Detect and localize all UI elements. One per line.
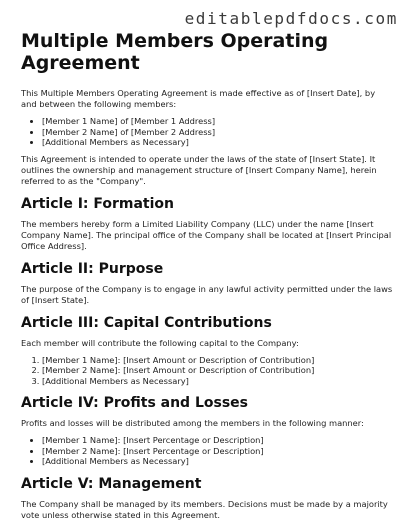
list-item: • [Member 1 Name] of [Member 1 Address] [42,116,393,127]
profits-list [21,435,393,467]
article-1-text: The members hereby form a Limited Liability Company (LLC) under the name [Insert Company Name]. The principal office of the Company shall be located at [Insert Principal Office Address]. [21,218,392,251]
list-item: 1. [Member 1 Name]: [Insert Amount or Description of Contribution] [42,355,393,366]
intro-paragraph: This Multiple Members Operating Agreement is made effective as of [Insert Date], by and between the following members: [21,88,376,109]
article-5-text: The Company shall be managed by its members. Decisions must be made by a majority vote unless otherwise stated in this Agreement. [21,498,388,520]
article-4-text: Profits and losses will be distributed among the members in the following manner: [21,418,364,428]
article-1-heading: Article I: Formation [21,195,175,212]
list-item: • [Member 1 Name]: [Insert Percentage or Description] [42,435,393,446]
list-item: 2. [Member 2 Name]: [Insert Amount or Description of Contribution] [42,365,393,376]
document-body [21,30,393,527]
article-2-text: The purpose of the Company is to engage in any lawful activity permitted under the laws of [Insert State]. [21,283,393,305]
contributions-list [21,355,393,387]
site-watermark: editablepdfdocs.com [184,9,398,28]
intro-closing-paragraph: This Agreement is intended to operate under the laws of the state of [Insert State]. It outlines the ownership and management structure of [Insert Company Name], herein referred to as the "Company". [21,153,377,186]
list-item: • [Member 2 Name]: [Insert Percentage or Description] [42,446,393,457]
article-5-heading: Article V: Management [21,475,202,492]
list-item: 3. [Additional Members as Necessary] [42,376,393,387]
article-2-heading: Article II: Purpose [21,260,164,277]
members-list [21,116,393,148]
list-item: • [Additional Members as Necessary] [42,456,393,467]
list-item: • [Member 2 Name] of [Member 2 Address] [42,127,393,138]
article-3-text: Each member will contribute the following capital to the Company: [21,337,299,348]
list-item: • [Additional Members as Necessary] [42,137,393,148]
article-4-heading: Article IV: Profits and Losses [21,395,248,411]
document-title: Multiple Members Operating Agreement [21,30,329,74]
article-3-heading: Article III: Capital Contributions [21,314,272,331]
